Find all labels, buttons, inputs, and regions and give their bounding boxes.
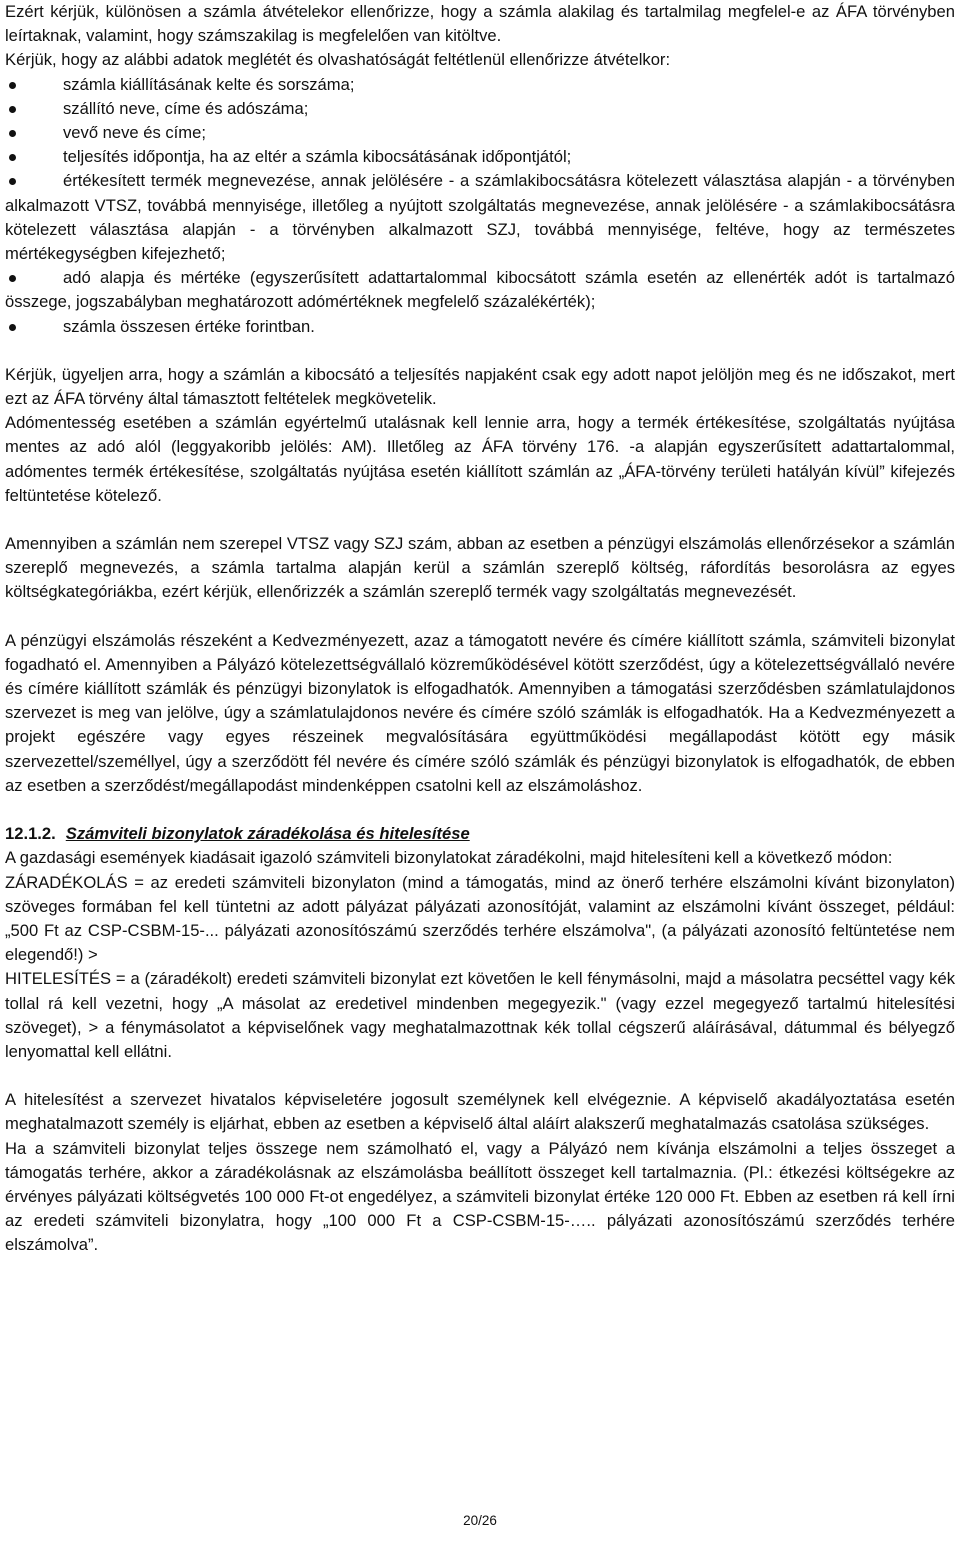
endorsement-paragraph: ZÁRADÉKOLÁS = az eredeti számviteli bizonylaton (mind a támogatás, mind az önerő terhére elszámolni kívánt bizonylaton) szöveges formában fel kell tüntetni az adott pályázat pályázati azonosítóját, valamint az elszámolni kívánt összeget, például: „500 Ft az CSP-CSBM-15-... pályázati azonosítószámú szerződés terhére elszámolva", (a pályázati azonosító feltüntetése nem elegendő!) > <box>5 872 955 965</box>
section-intro-paragraph: A gazdasági események kiadásait igazoló számviteli bizonylatokat záradékolni, majd hitelesíteni kell a következő módon: <box>5 848 893 868</box>
list-item: értékesített termék megnevezése, annak jelölésére - a számlakibocsátásra kötelezett választása alapján - a törvényben alkalmazott VTSZ, továbbá mennyisége, illetőleg a nyújtott szolgáltatás megnevezése, annak jelölésére - a számlakibocsátásra kötelezett választása alapján - a törvényben alkalmazott SZJ, továbbá mennyisége, feltéve, hogy az természetes mértékegységben kifejezhető; <box>5 171 955 264</box>
intro-paragraph-2: Kérjük, hogy az alábbi adatok meglétét és olvashatóságát feltétlenül ellenőrizze átvételkor: <box>5 50 671 70</box>
list-item: számla összesen értéke forintban. <box>5 315 955 339</box>
list-item: szállító neve, címe és adószáma; <box>5 97 955 121</box>
bullet-icon <box>9 178 16 185</box>
bullet-icon <box>9 324 16 331</box>
section-title: Számviteli bizonylatok záradékolása és hitelesítése <box>65 824 470 844</box>
intro-paragraph-1: Ezért kérjük, különösen a számla átvételekor ellenőrizze, hogy a számla alakilag és tartalmilag megfelel-e az ÁFA törvényben leírtaknak, valamint, hogy számszakilag is megfelelően van kitöltve. <box>5 2 955 46</box>
representative-paragraph: A hitelesítést a szervezet hivatalos képviseletére jogosult személynek kell elvégeznie. A képviselő akadályoztatása esetén meghatalmazott személy is eljárhat, ebben az esetben a képviselő által aláírt alakszerű meghatalmazás csatolása szükséges. <box>5 1090 955 1134</box>
list-item: vevő neve és címe; <box>5 121 955 145</box>
list-item: teljesítés időpontja, ha az eltér a számla kibocsátásának időpontjától; <box>5 145 955 169</box>
beneficiary-paragraph: A pénzügyi elszámolás részeként a Kedvezményezett, azaz a támogatott nevére és címére kiállított számla, számviteli bizonylat fogadható el. Amennyiben a Pályázó kötelezettségvállaló közreműködésével kötött szerződést, úgy a kötelezettségvállaló nevére és címére kiállított számlák és pénzügyi bizonylatok is elfogadhatók. Amennyiben a támogatási szerződésben számlatulajdonos szervezet is meg van jelölve, úgy a számlatulajdonos nevére és címére szóló számlák is elfogadhatók. Ha a Kedvezményezett a projekt egészére vagy egyes részeinek megvalósítására együttműködési megállapodást kötött egy másik szervezettel/személlyel, úgy a szerződött fél nevére és címére szóló számlák és pénzügyi bizonylatok is elfogadhatók, de ebben az esetben a szerződést/megállapodást mindenképpen csatolni kell az elszámoláshoz. <box>5 630 955 795</box>
tax-exemption-paragraph: Adómentesség esetében a számlán egyértelmű utalásnak kell lennie arra, hogy a termék értékesítése, szolgáltatás nyújtása mentes az adó alól (leggyakoribb jelölés: AM). Illetőleg az ÁFA törvény 176. -a alapján egyszerűsített adattartalommal, adómentes termék értékesítése, szolgáltatás nyújtása esetén kiállított számlán az „ÁFA-törvény területi hatályán kívül” kifejezés feltüntetése kötelező. <box>5 413 955 505</box>
bullet-icon <box>9 275 16 282</box>
certification-paragraph: HITELESÍTÉS = a (záradékolt) eredeti számviteli bizonylat ezt követően le kell fénymásolni, majd a másolatra pecséttel vagy kék tollal rá kell vezetni, hogy „A másolat az eredetivel mindenben megegyezik." (vagy ezzel megegyező tartalmú hitelesítési szöveget), > a fénymásolatot a képviselőnek vagy meghatalmazottnak kék tollal cégszerű aláírásával, dátummal és bélyegző lenyomattal kell ellátni. <box>5 969 955 1061</box>
partial-amount-paragraph: Ha a számviteli bizonylat teljes összege nem számolható el, vagy a Pályázó nem kívánja elszámolni a teljes összeget a támogatás terhére, akkor a záradékolásnak az elszámolásba beállított összeget kell tartalmaznia. (Pl.: étkezési költségekre az érvényes pályázati költségvetés 100 000 Ft-ot engedélyez, a számviteli bizonylat értéke 120 000 Ft. Ebben az esetben rá kell írni az eredeti számviteli bizonylatra, hogy „100 000 Ft a CSP-CSBM-15-….. pályázati azonosítószámú szerződés terhére elszámolva”. <box>5 1138 955 1255</box>
page-number: 20/26 <box>463 1513 497 1528</box>
section-number: 12.1.2. <box>5 824 56 844</box>
list-item: adó alapja és mértéke (egyszerűsített adattartalommal kibocsátott számla esetén az ellenérték adót is tartalmazó összege, jogszabályban meghatározott adómértéknek megfelelő százalékérték); <box>5 268 955 312</box>
document-page <box>5 0 955 1258</box>
vtsz-szj-paragraph: Amennyiben a számlán nem szerepel VTSZ vagy SZJ szám, abban az esetben a pénzügyi elszámolás ellenőrzésekor a számlán szereplő megnevezés, a számla tartalma alapján kerül a számlán szereplő költség, ráfordítás besorolásra az egyes költségkategóriákba, ezért kérjük, ellenőrizzék a számlán szereplő termék vagy szolgáltatás megnevezését. <box>5 534 955 602</box>
bullet-icon <box>9 82 16 89</box>
bullet-icon <box>9 154 16 161</box>
issue-date-paragraph: Kérjük, ügyeljen arra, hogy a számlán a kibocsátó a teljesítés napjaként csak egy adott napot jelöljön meg és ne időszakot, mert ezt az ÁFA törvény által támasztott feltételek megkövetelik. <box>5 364 955 409</box>
section-heading <box>5 822 955 846</box>
bullet-icon <box>9 130 16 137</box>
list-item: számla kiállításának kelte és sorszáma; <box>5 73 955 97</box>
bullet-icon <box>9 106 16 113</box>
invoice-data-list <box>5 73 955 339</box>
